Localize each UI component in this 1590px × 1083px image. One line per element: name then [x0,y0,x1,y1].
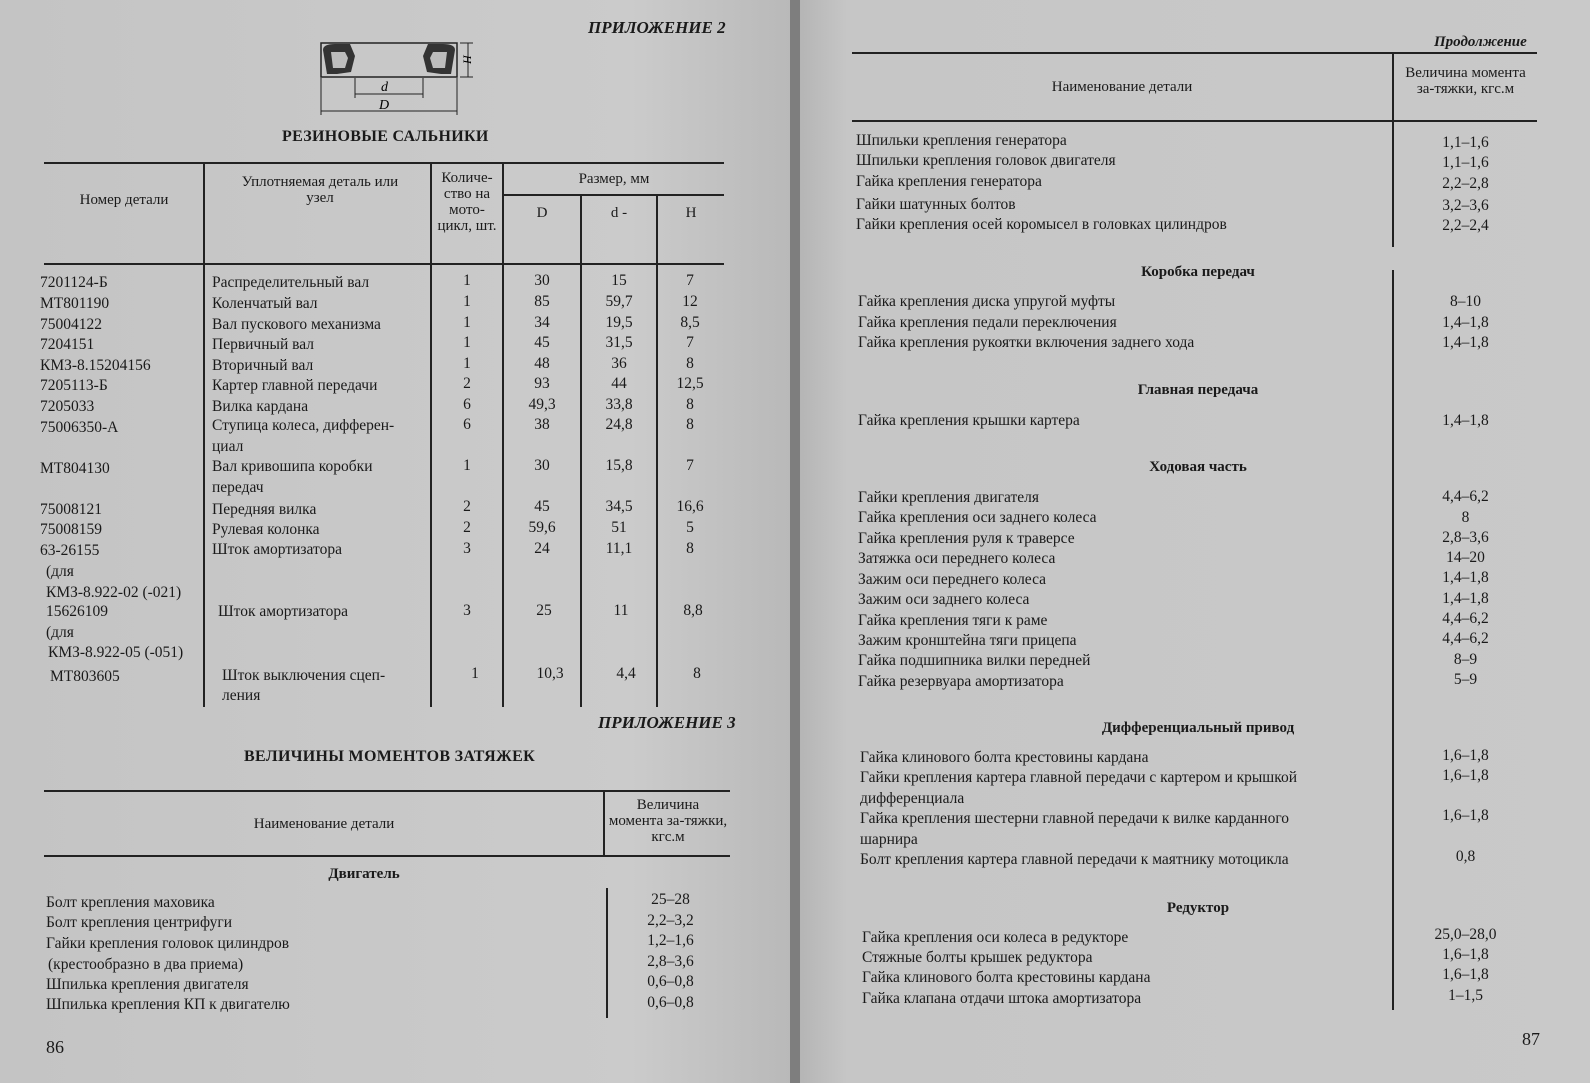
torque-row-value: 1,6–1,8 [1442,966,1489,983]
seal-qty: 1 [471,665,479,682]
torque-row-value: 2,2–3,2 [647,912,694,929]
torque-row-name: Гайка крепления генератора [856,173,1042,190]
torque-row-name: Зажим оси переднего колеса [858,571,1047,588]
seal-D: 30 [534,272,550,289]
torque-row-name: Гайка крепления рукоятки включения заднего хода [858,334,1195,351]
seal-qty: 2 [463,498,471,515]
seals-table-top-rule [44,162,724,164]
right-page [800,0,1590,1083]
torque-row-value: 1,6–1,8 [1442,807,1489,824]
left-page [0,0,790,1083]
seal-desc-continued: ления [222,687,261,704]
seal-part-note: КМЗ-8.922-05 (-051) [48,644,184,661]
seal-D: 49,3 [528,396,556,413]
torque-row-name: Гайка подшипника вилки передней [858,652,1091,669]
torque-row-value: 25,0–28,0 [1434,926,1497,943]
torque-row-name: Гайка крепления руля к траверсе [858,530,1075,547]
section-engine: Двигатель [328,866,400,882]
torque-row-value: 14–20 [1446,549,1485,566]
torque-row-value: 2,2–2,8 [1442,175,1489,192]
seal-part-note: (для [46,624,74,641]
seals-table-header-rule [44,263,724,265]
torque-row-name: Гайка крепления крышки картера [858,412,1080,429]
torque-row-name: Затяжка оси переднего колеса [858,550,1056,567]
col-header-qty: Количе-ство на мото-цикл, шт. [437,170,497,234]
appendix-3-label: ПРИЛОЖЕНИЕ 3 [598,713,736,732]
torque-row-name-continued: дифференциала [860,790,965,807]
torque-row-name: Гайка крепления педали переключения [858,314,1117,331]
torque-row-value: 1,6–1,8 [1442,767,1489,784]
seal-D: 48 [534,355,550,372]
seal-qty: 3 [463,540,471,557]
torque-row-name: (крестообразно в два приема) [48,956,244,973]
col-header-sealed-part: Уплотняемая деталь или узел [241,174,399,206]
seal-qty: 1 [463,293,471,310]
torque-row-name: Болт крепления центрифуги [46,914,233,931]
book-gutter [790,0,800,1083]
torque-row-value: 2,2–2,4 [1442,217,1489,234]
appendix-2-label: ПРИЛОЖЕНИЕ 2 [588,18,726,37]
torque-row-name: Гайка резервуара амортизатора [858,673,1064,690]
seal-qty: 1 [463,272,471,289]
seal-diagram [315,40,475,118]
torque-row-name: Болт крепления маховика [46,894,215,911]
col-header-d: d - [610,205,628,221]
diagram-label-H: H [460,55,474,64]
page-number-left: 86 [46,1037,64,1057]
torque-row-name: Гайки шатунных болтов [856,196,1016,213]
torque-row-value: 1,1–1,6 [1442,154,1489,171]
seal-H: 12,5 [676,375,704,392]
torque-row-value: 4,4–6,2 [1442,488,1489,505]
diagram-label-D: D [379,98,390,113]
seal-d: 19,5 [605,314,633,331]
torque-row-name: Болт крепления картера главной передачи к маятнику мотоцикла [860,851,1289,868]
seal-d: 4,4 [616,665,636,682]
torque-row-name: Гайка крепления тяги к раме [858,612,1048,629]
seal-H: 5 [686,519,694,536]
seal-qty: 2 [463,375,471,392]
seal-desc: Вилка кардана [212,398,309,415]
seal-D: 10,3 [536,665,564,682]
seal-part-no: КМЗ-8.15204156 [40,357,151,374]
seal-d: 36 [611,355,627,372]
col-header-H: H [685,205,697,221]
seal-D: 24 [534,540,550,557]
torque-col-header-name: Наименование детали [1051,79,1193,95]
torque-row-value: 25–28 [651,891,690,908]
torque-row-value: 8 [1461,509,1470,526]
seal-part-note: КМЗ-8.922-02 (-021) [46,584,182,601]
seal-H: 7 [686,457,694,474]
torque-row-value: 0,6–0,8 [647,973,694,990]
seal-part-no: 75008121 [40,501,102,518]
seal-d: 33,8 [605,396,633,413]
seal-qty: 1 [463,314,471,331]
torque-row-value: 1,6–1,8 [1442,946,1489,963]
torque-col-header-name: Наименование детали [253,816,395,832]
seal-H: 7 [686,334,694,351]
seal-desc-continued: циал [212,438,244,455]
torque-row-name: Шпильки крепления головок двигателя [856,152,1116,169]
seal-qty: 1 [463,457,471,474]
section-differential-drive: Дифференциальный привод [1101,720,1295,736]
seal-desc: Коленчатый вал [212,295,318,312]
torque-row-name: Гайки крепления осей коромысел в головках цилиндров [856,216,1227,233]
seal-D: 45 [534,498,550,515]
seal-part-note: (для [46,563,74,580]
seal-desc: Шток выключения сцеп- [222,667,386,684]
seal-D: 45 [534,334,550,351]
seal-part-no: МТ801190 [40,295,110,312]
torque-row-value: 8–9 [1453,651,1478,668]
torque-col-header-value: Величина момента за-тяжки, кгс.м [1405,65,1526,97]
seal-qty: 6 [463,416,471,433]
torque-row-value: 1,4–1,8 [1442,412,1489,429]
torque-row-value: 5–9 [1453,671,1478,688]
seal-part-no: 7205033 [40,398,95,415]
torque-col-header-value: Величина момента за-тяжки, кгс.м [608,797,728,845]
torque-row-value: 1,4–1,8 [1442,314,1489,331]
seals-size-subheader-rule [504,194,724,196]
torque-row-value: 0,6–0,8 [647,994,694,1011]
diagram-label-d: d [381,80,388,95]
seal-D: 59,6 [528,519,556,536]
seal-desc: Первичный вал [212,336,314,353]
seal-part-no: 75004122 [40,316,102,333]
seal-D: 25 [536,602,552,619]
seal-d: 59,7 [605,293,633,310]
seal-H: 7 [686,272,694,289]
torque-row-value: 8–10 [1450,293,1481,310]
seal-qty: 2 [463,519,471,536]
torque-row-value: 1,6–1,8 [1442,747,1489,764]
col-header-D: D [536,205,548,221]
seal-desc-continued: передач [212,479,264,496]
seal-H: 8 [693,665,701,682]
seal-desc: Передняя вилка [212,501,317,518]
torque-row-name-continued: шарнира [860,831,918,848]
continuation-label: Продолжение [1434,34,1527,50]
seal-H: 8 [686,396,694,413]
seal-d: 11 [613,602,629,619]
seal-d: 34,5 [605,498,633,515]
seal-desc: Шток амортизатора [218,603,348,620]
seal-part-no: 15626109 [46,603,108,620]
torque-row-name: Гайка крепления шестерни главной передачи к вилке карданного [860,810,1290,827]
torque-row-name: Гайки крепления головок цилиндров [46,935,290,952]
seal-desc: Вал кривошипа коробки [212,458,373,475]
seal-part-no: 75006350-А [40,419,119,436]
seal-H: 16,6 [676,498,704,515]
seal-part-no: 75008159 [40,521,102,538]
seal-H: 8,8 [683,602,703,619]
seal-desc: Вторичный вал [212,357,314,374]
seal-desc: Шток амортизатора [212,541,342,558]
seal-d: 15 [611,272,627,289]
seal-part-no: 7204151 [40,336,95,353]
torque-row-name: Гайка крепления оси колеса в редукторе [862,929,1129,946]
section-chassis: Ходовая часть [1149,459,1247,475]
seal-part-no: 7201124-Б [40,274,108,291]
seal-D: 30 [534,457,550,474]
torque-row-name: Стяжные болты крышек редуктора [862,949,1093,966]
seal-part-no: МТ803605 [50,668,120,685]
seal-D: 34 [534,314,550,331]
torque-row-value: 1,4–1,8 [1442,590,1489,607]
torque-row-name: Гайка клинового болта крестовины кардана [860,749,1149,766]
seal-d: 24,8 [605,416,633,433]
torque-row-name: Гайка крепления диска упругой муфты [858,293,1116,310]
seal-desc: Вал пускового механизма [212,316,381,333]
torque-row-name: Гайка клапана отдачи штока амортизатора [862,990,1142,1007]
torque-row-name: Зажим оси заднего колеса [858,591,1030,608]
torque-row-name: Зажим кронштейна тяги прицепа [858,632,1077,649]
torque-row-value: 1,4–1,8 [1442,569,1489,586]
col-header-part-no: Номер детали [79,192,169,208]
seal-d: 11,1 [605,540,633,557]
torque-row-value: 2,8–3,6 [1442,529,1489,546]
seal-qty: 3 [463,602,471,619]
torque-row-value: 1,4–1,8 [1442,334,1489,351]
torque-row-name: Гайки крепления двигателя [858,489,1039,506]
seal-H: 8 [686,355,694,372]
torque-row-name: Шпилька крепления двигателя [46,976,249,993]
section-final-drive: Главная передача [1137,382,1259,398]
seal-d: 51 [611,519,627,536]
torque-row-value: 3,2–3,6 [1442,197,1489,214]
seal-part-no: 63-26155 [40,542,100,559]
seal-D: 85 [534,293,550,310]
seal-qty: 1 [463,334,471,351]
section-reducer: Редуктор [1166,900,1230,916]
seal-desc: Картер главной передачи [212,377,378,394]
torque-row-name: Гайки крепления картера главной передачи с картером и крышкой [860,769,1298,786]
seal-H: 8 [686,416,694,433]
seal-D: 93 [534,375,550,392]
torque-row-value: 1,2–1,6 [647,932,694,949]
seal-qty: 6 [463,396,471,413]
seal-H: 8,5 [680,314,700,331]
torque-row-value: 4,4–6,2 [1442,610,1489,627]
torque-row-value: 1–1,5 [1448,987,1483,1004]
seal-desc: Распределительный вал [212,274,370,291]
seal-H: 12 [682,293,698,310]
page-number-right: 87 [1522,1029,1540,1049]
torque-row-value: 0,8 [1455,848,1476,865]
seal-part-no: 7205113-Б [40,377,108,394]
torque-row-name: Шпильки крепления генератора [856,132,1067,149]
torque-title: ВЕЛИЧИНЫ МОМЕНТОВ ЗАТЯЖЕК [244,748,535,765]
seal-desc: Ступица колеса, дифферен- [212,417,395,434]
col-header-size: Размер, мм [578,171,650,187]
seal-part-no: МТ804130 [40,460,110,477]
seal-d: 44 [611,375,627,392]
torque-row-name: Гайка крепления оси заднего колеса [858,509,1097,526]
torque-row-name: Гайка клинового болта крестовины кардана [862,969,1151,986]
seals-title: РЕЗИНОВЫЕ САЛЬНИКИ [282,128,489,145]
seal-H: 8 [686,540,694,557]
section-gearbox: Коробка передач [1141,264,1255,280]
seal-d: 31,5 [605,334,633,351]
seal-d: 15,8 [605,457,633,474]
seal-D: 38 [534,416,550,433]
torque-row-value: 2,8–3,6 [647,953,694,970]
seal-desc: Рулевая колонка [212,521,320,538]
torque-row-name: Шпилька крепления КП к двигателю [46,996,290,1013]
seal-qty: 1 [463,355,471,372]
torque-row-value: 1,1–1,6 [1442,134,1489,151]
torque-row-value: 4,4–6,2 [1442,630,1489,647]
